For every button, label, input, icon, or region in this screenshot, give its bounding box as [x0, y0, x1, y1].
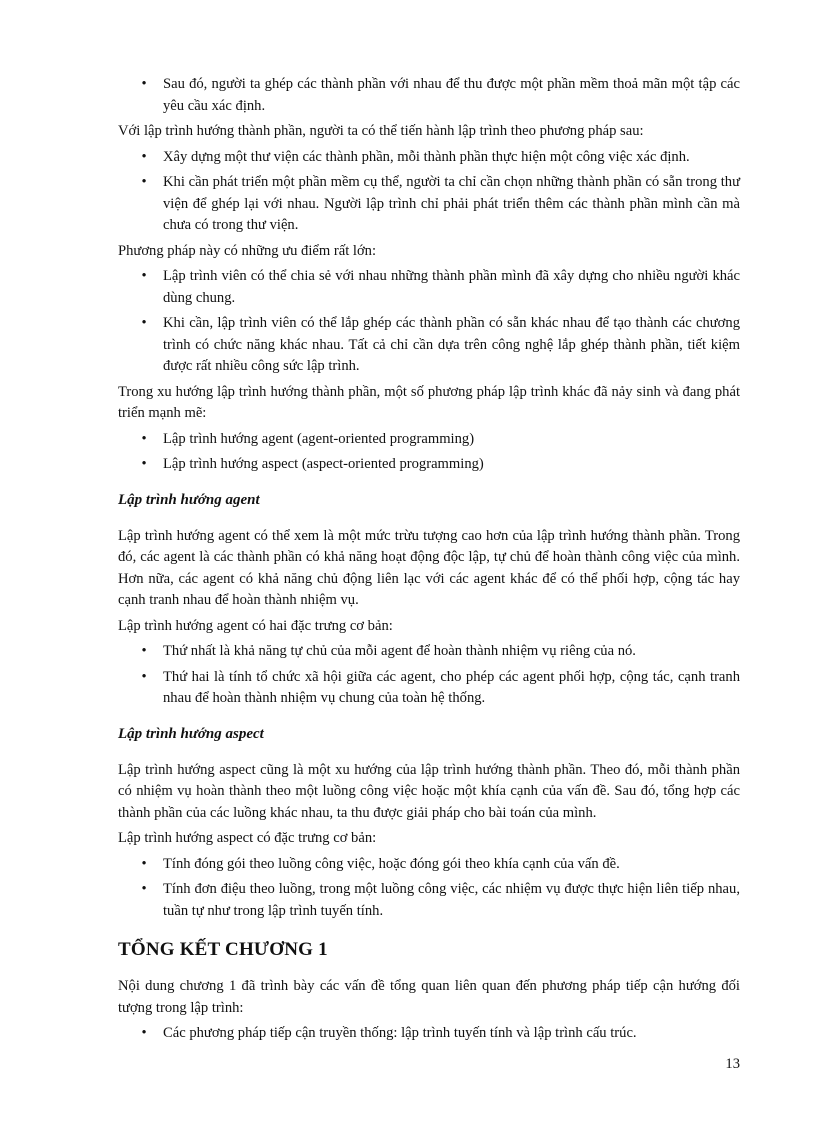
bullet-icon: • [141, 268, 147, 284]
paragraph: Với lập trình hướng thành phần, người ta có thể tiến hành lập trình theo phương pháp sau: [118, 123, 644, 139]
paragraph: Lập trình hướng aspect có đặc trưng cơ bản: [118, 830, 377, 846]
list-item: • Tính đơn điệu theo luồng, trong một luồng công việc, các nhiệm vụ được thực hiện liên tiếp nhau, tuần tự như trong lập trình tuyến tính. [118, 879, 740, 922]
list-item: • Thứ nhất là khả năng tự chủ của mỗi agent để hoàn thành nhiệm vụ riêng của nó. [118, 641, 740, 663]
list-item: • Lập trình hướng aspect (aspect-oriented programming) [118, 454, 740, 476]
section-heading-aspect: Lập trình hướng aspect [118, 725, 264, 742]
bullet-list [118, 429, 740, 476]
paragraph: Trong xu hướng lập trình hướng thành phần, một số phương pháp lập trình khác đã nảy sinh và đang phát triển mạnh mẽ: [118, 383, 740, 421]
list-item: • Xây dựng một thư viện các thành phần, mỗi thành phần thực hiện một công việc xác định. [118, 147, 740, 169]
bullet-icon: • [141, 430, 147, 447]
bullet-icon: • [141, 1025, 147, 1041]
bullet-icon: • [141, 881, 147, 897]
bullet-icon: • [141, 174, 147, 190]
bullet-icon: • [141, 148, 147, 165]
list-item: • Lập trình hướng agent (agent-oriented programming) [118, 429, 740, 451]
paragraph: Lập trình hướng aspect cũng là một xu hướng của lập trình hướng thành phần. Theo đó, mỗi thành phần có nhiệm vụ hoàn thành theo một luồng công việc hoặc một khía cạnh của vấn đề. Sau đó, tổng hợp các thành phần của các luồng khác nhau, ta thu được giải pháp cho bài toán của mình. [118, 761, 740, 821]
bullet-icon: • [141, 315, 147, 331]
list-item: • Tính đóng gói theo luồng công việc, hoặc đóng gói theo khía cạnh của vấn đề. [118, 854, 740, 876]
bullet-icon: • [141, 76, 147, 92]
paragraph: Phương pháp này có những ưu điểm rất lớn: [118, 242, 377, 259]
bullet-list [118, 854, 740, 923]
paragraph: Lập trình hướng agent có hai đặc trưng cơ bản: [118, 617, 393, 634]
bullet-list [118, 266, 740, 378]
list-item: • Khi cần, lập trình viên có thể lắp ghép các thành phần có sẵn khác nhau để tạo thành các chương trình có chức năng khác nhau. Tất cả chỉ cần dựa trên công nghệ lắp ghép thành phần, tiết kiệm được rất nhiều công sức lập trình. [118, 313, 740, 378]
list-item: • Sau đó, người ta ghép các thành phần với nhau để thu được một phần mềm thoả mãn một tập các yêu cầu xác định. [118, 74, 740, 117]
list-item: • Khi cần phát triển một phần mềm cụ thể, người ta chỉ cần chọn những thành phần có sẵn trong thư viện để ghép lại với nhau. Người lập trình chỉ phải phát triển thêm các thành phần mình cần mà chưa có trong thư viện. [118, 172, 740, 237]
paragraph: Lập trình hướng agent có thể xem là một mức trừu tượng cao hơn của lập trình hướng thành phần. Trong đó, các agent là các thành phần có khả năng hoạt động độc lập, tự chủ để hoàn thành công việc của mình. Hơn nữa, các agent có khả năng chủ động liên lạc với các agent khác để có thể phối hợp, cộng tác hay cạnh tranh nhau để hoàn thành nhiệm vụ. [118, 527, 740, 608]
chapter-summary-heading: TỔNG KẾT CHƯƠNG 1 [118, 939, 328, 960]
bullet-list [118, 1023, 740, 1045]
bullet-list [118, 147, 740, 237]
bullet-icon: • [141, 643, 147, 659]
bullet-list [118, 74, 740, 117]
bullet-list [118, 641, 740, 710]
paragraph: Nội dung chương 1 đã trình bày các vấn đề tổng quan liên quan đến phương pháp tiếp cận hướng đối tượng trong lập trình: [118, 978, 740, 1016]
list-item: • Thứ hai là tính tổ chức xã hội giữa các agent, cho phép các agent phối hợp, cộng tác, cạnh tranh nhau để hoàn thành nhiệm vụ chung của toàn hệ thống. [118, 667, 740, 710]
bullet-icon: • [141, 668, 147, 685]
section-heading-agent: Lập trình hướng agent [118, 491, 260, 508]
bullet-icon: • [141, 855, 147, 872]
bullet-icon: • [141, 456, 147, 472]
page-number: 13 [725, 1056, 740, 1072]
document-page [118, 74, 740, 1049]
list-item: • Lập trình viên có thể chia sẻ với nhau những thành phần mình đã xây dựng cho nhiều người khác dùng chung. [118, 266, 740, 309]
list-item: • Các phương pháp tiếp cận truyền thống: lập trình tuyến tính và lập trình cấu trúc. [118, 1023, 740, 1045]
